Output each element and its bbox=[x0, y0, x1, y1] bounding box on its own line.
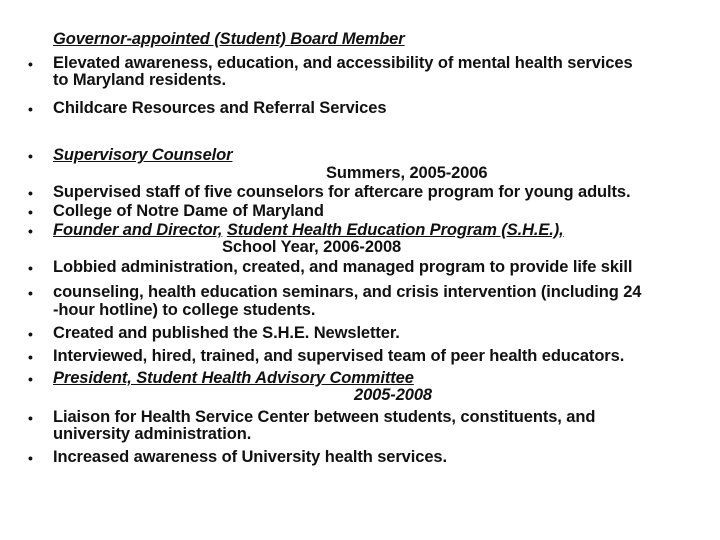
bullet-icon: • bbox=[28, 223, 33, 239]
bullet-icon: • bbox=[28, 260, 33, 276]
list-item: College of Notre Dame of Maryland bbox=[53, 202, 324, 220]
list-item: Elevated awareness, education, and accessibility of mental health services bbox=[53, 54, 633, 72]
list-item-continuation: university administration. bbox=[53, 425, 252, 443]
list-item: Childcare Resources and Referral Services bbox=[53, 99, 387, 117]
bullet-icon: • bbox=[28, 285, 33, 301]
board-member-heading: Governor-appointed (Student) Board Member bbox=[53, 30, 405, 48]
supervisory-counselor-dates: Summers, 2005-2006 bbox=[326, 164, 488, 182]
bullet-icon: • bbox=[28, 101, 33, 117]
list-item: Liaison for Health Service Center between students, constituents, and bbox=[53, 408, 596, 426]
list-item: Created and published the S.H.E. Newsletter. bbox=[53, 324, 400, 342]
bullet-icon: • bbox=[28, 450, 33, 466]
bullet-icon: • bbox=[28, 326, 33, 342]
list-item: counseling, health education seminars, and crisis intervention (including 24 bbox=[53, 283, 642, 301]
bullet-icon: • bbox=[28, 349, 33, 365]
bullet-icon: • bbox=[28, 56, 33, 72]
supervisory-counselor-role: Supervisory Counselor bbox=[53, 146, 233, 164]
list-item: Lobbied administration, created, and managed program to provide life skill bbox=[53, 258, 633, 276]
list-item: Supervised staff of five counselors for aftercare program for young adults. bbox=[53, 183, 631, 201]
list-item-continuation: -hour hotline) to college students. bbox=[53, 301, 316, 319]
she-program-dates: School Year, 2006-2008 bbox=[222, 238, 402, 256]
founder-director-role: Founder and Director, bbox=[53, 221, 223, 239]
list-item-continuation: to Maryland residents. bbox=[53, 71, 226, 89]
list-item: Increased awareness of University health services. bbox=[53, 448, 447, 466]
she-program-name: Student Health Education Program (S.H.E.), bbox=[226, 221, 564, 239]
bullet-icon: • bbox=[28, 410, 33, 426]
founder-director-heading bbox=[53, 222, 564, 239]
bullet-icon: • bbox=[28, 204, 33, 220]
shac-president-dates: 2005-2008 bbox=[354, 386, 433, 404]
bullet-icon: • bbox=[28, 185, 33, 201]
bullet-icon: • bbox=[28, 371, 33, 387]
shac-president-role: President, Student Health Advisory Committee bbox=[53, 369, 414, 387]
bullet-icon: • bbox=[28, 148, 33, 164]
list-item: Interviewed, hired, trained, and supervised team of peer health educators. bbox=[53, 347, 625, 365]
